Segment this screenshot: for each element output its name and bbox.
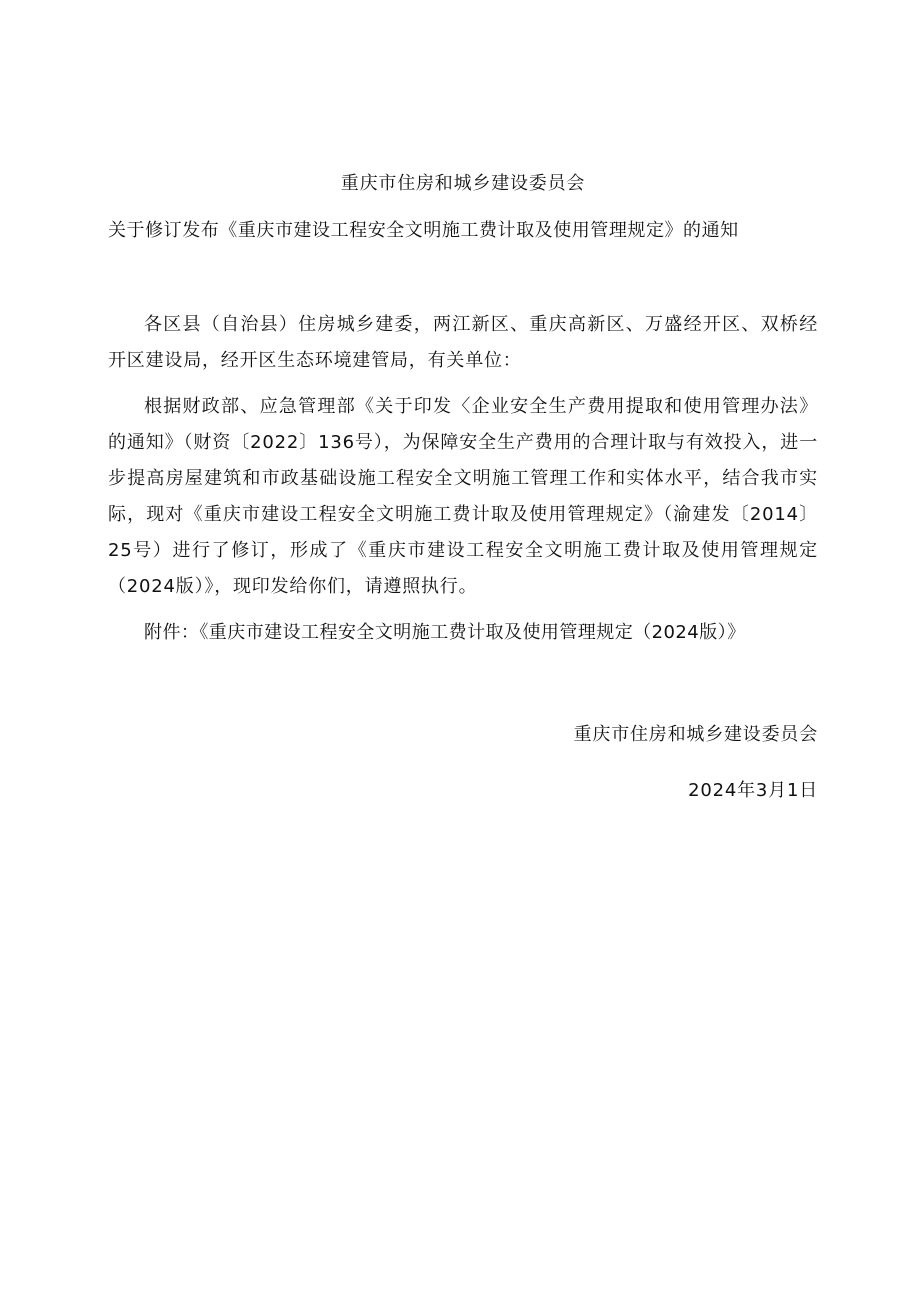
signature-date: 2024年3月1日 — [688, 780, 818, 801]
main-paragraph: 根据财政部、应急管理部《关于印发〈企业安全生产费用提取和使用管理办法》的通知》（财资〔2022〕136号），为保障安全生产费用的合理计取与有效投入，进一步提高房屋建筑和市政基础设施工程安全文明施工管理工作和实体水平，结合我市实际，现对《重庆市建设工程安全文明施工费计取及使用管理规定》（渝建发〔2014〕25号）进行了修订，形成了《重庆市建设工程安全文明施工费计取及使用管理规定（2024版）》，现印发给你们，请遵照执行。 — [108, 396, 818, 597]
notice-document — [108, 166, 818, 809]
signature-block — [108, 717, 818, 809]
attachment-line: 附件：《重庆市建设工程安全文明施工费计取及使用管理规定（2024版）》 — [144, 622, 746, 643]
notice-body — [108, 307, 818, 651]
recipient-paragraph: 各区县（自治县）住房城乡建委，两江新区、重庆高新区、万盛经开区、双桥经开区建设局，经开区生态环境建管局，有关单位： — [108, 314, 818, 371]
notice-title: 关于修订发布《重庆市建设工程安全文明施工费计取及使用管理规定》的通知 — [108, 220, 739, 241]
signature-organization: 重庆市住房和城乡建设委员会 — [573, 724, 818, 745]
issuer-title: 重庆市住房和城乡建设委员会 — [340, 173, 586, 194]
